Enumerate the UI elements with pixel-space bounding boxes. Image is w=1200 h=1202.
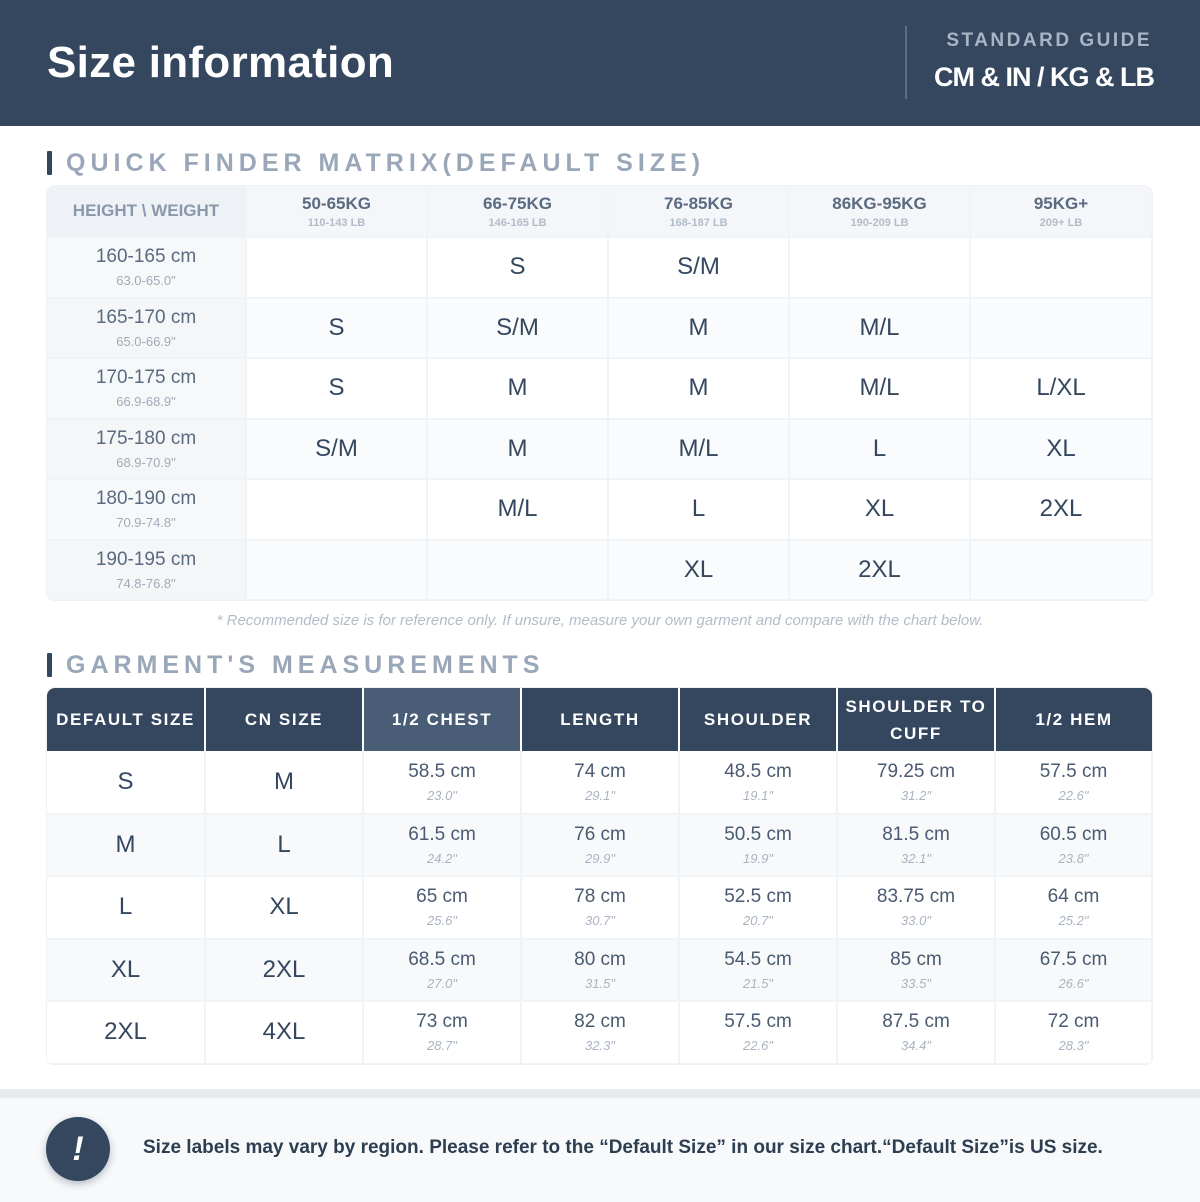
value-cm: 78 cm — [574, 886, 626, 908]
default-size-cell: M — [47, 814, 205, 877]
value-in: 26.6" — [1058, 975, 1089, 991]
recommended-size-cell: M/L — [789, 298, 970, 359]
value-in: 33.5" — [901, 975, 931, 991]
recommended-size-cell: S — [427, 237, 608, 298]
weight-lb-label: 209+ LB — [1039, 216, 1083, 229]
weight-lb-label: 168-187 LB — [669, 216, 728, 229]
matrix-table — [47, 186, 1152, 600]
height-in-label: 63.0-65.0" — [116, 273, 176, 289]
measurement-column-header: CN SIZE — [205, 688, 363, 751]
recommended-size-cell: XL — [970, 419, 1152, 480]
height-cm-label: 165-170 cm — [95, 306, 197, 328]
value-cm: 48.5 cm — [724, 760, 792, 782]
recommended-size-cell: XL — [789, 479, 970, 540]
page-title: Size information — [47, 38, 395, 87]
value-in: 32.1" — [901, 850, 931, 866]
recommended-size-cell: M/L — [608, 419, 789, 480]
measurements-table — [47, 688, 1152, 1064]
cn-size-cell: XL — [205, 876, 363, 939]
measurements-header-row — [47, 688, 1152, 751]
matrix-row — [47, 298, 1152, 359]
recommended-size-cell: S/M — [427, 298, 608, 359]
measurement-value-cell — [521, 939, 679, 1002]
value-in: 34.4" — [901, 1038, 931, 1054]
matrix-row — [47, 479, 1152, 540]
value-in: 28.3" — [1058, 1038, 1089, 1054]
weight-kg-label: 50-65KG — [302, 193, 371, 213]
measurement-value-cell — [363, 939, 521, 1002]
recommended-size-cell: S — [246, 298, 427, 359]
default-size-cell: XL — [47, 939, 205, 1002]
value-cm: 80 cm — [574, 948, 626, 970]
height-in-label: 66.9-68.9" — [116, 394, 176, 410]
height-row-header — [47, 237, 246, 298]
value-cm: 50.5 cm — [724, 823, 792, 845]
quick-finder-title: QUICK FINDER MATRIX(DEFAULT SIZE) — [66, 148, 706, 177]
recommended-size-cell — [246, 540, 427, 601]
measurement-value-cell — [837, 876, 995, 939]
footer-divider — [0, 1089, 1200, 1098]
measurement-column-header: DEFAULT SIZE — [47, 688, 205, 751]
cn-size-cell: 4XL — [205, 1001, 363, 1064]
value-in: 29.9" — [585, 850, 615, 866]
value-cm: 61.5 cm — [408, 823, 476, 845]
weight-kg-label: 66-75KG — [483, 193, 552, 213]
height-row-header — [47, 479, 246, 540]
value-cm: 52.5 cm — [724, 886, 792, 908]
matrix-corner-label: HEIGHT \ WEIGHT — [47, 186, 246, 237]
measurement-value-cell — [679, 1001, 837, 1064]
value-cm: 83.75 cm — [876, 886, 956, 908]
value-cm: 87.5 cm — [882, 1011, 950, 1033]
measurements-table-wrap — [47, 688, 1152, 1064]
measurement-value-cell — [995, 876, 1152, 939]
value-in: 23.8" — [1058, 850, 1089, 866]
value-cm: 58.5 cm — [408, 760, 476, 782]
recommended-size-cell: M — [427, 419, 608, 480]
measurements-body — [47, 751, 1152, 1064]
measurement-value-cell — [521, 1001, 679, 1064]
recommended-size-cell: S/M — [608, 237, 789, 298]
measurements-title: GARMENT'S MEASUREMENTS — [66, 650, 545, 679]
height-row-header — [47, 419, 246, 480]
measurement-value-cell — [995, 939, 1152, 1002]
value-in: 25.2" — [1058, 913, 1089, 929]
value-cm: 79.25 cm — [876, 760, 956, 782]
weight-column-header — [970, 186, 1152, 237]
value-cm: 74 cm — [574, 760, 626, 782]
recommended-size-cell: 2XL — [970, 479, 1152, 540]
measurement-column-header: SHOULDER — [679, 688, 837, 751]
height-row-header — [47, 358, 246, 419]
measurement-row — [47, 876, 1152, 939]
cn-size-cell: M — [205, 751, 363, 814]
height-in-label: 68.9-70.9" — [116, 454, 176, 470]
recommended-size-cell — [789, 237, 970, 298]
value-in: 28.7" — [427, 1038, 457, 1054]
measurement-row — [47, 939, 1152, 1002]
value-in: 19.1" — [743, 787, 773, 803]
weight-column-header — [789, 186, 970, 237]
measurement-row — [47, 1001, 1152, 1064]
value-in: 27.0" — [427, 975, 457, 991]
measurement-column-header: SHOULDER TO CUFF — [837, 688, 995, 751]
measurement-value-cell — [837, 751, 995, 814]
section-marker — [47, 151, 52, 175]
measurement-value-cell — [679, 876, 837, 939]
measurement-value-cell — [521, 814, 679, 877]
value-cm: 72 cm — [1047, 1011, 1100, 1033]
measurement-column-header: LENGTH — [521, 688, 679, 751]
measurement-value-cell — [995, 751, 1152, 814]
value-cm: 65 cm — [416, 886, 468, 908]
measurement-value-cell — [995, 1001, 1152, 1064]
recommended-size-cell: M/L — [427, 479, 608, 540]
recommended-size-cell: M — [608, 358, 789, 419]
value-in: 21.5" — [743, 975, 773, 991]
measurement-column-header: 1/2 HEM — [995, 688, 1152, 751]
recommended-size-cell: S/M — [246, 419, 427, 480]
height-cm-label: 170-175 cm — [95, 367, 197, 389]
weight-lb-label: 110-143 LB — [307, 216, 366, 229]
measurement-row — [47, 814, 1152, 877]
recommended-size-cell — [246, 479, 427, 540]
weight-kg-label: 86KG-95KG — [832, 193, 927, 213]
matrix-header-row — [47, 186, 1152, 237]
height-cm-label: 180-190 cm — [95, 488, 197, 510]
recommended-size-cell: L/XL — [970, 358, 1152, 419]
weight-column-header — [246, 186, 427, 237]
value-cm: 64 cm — [1047, 886, 1100, 908]
recommended-size-cell: 2XL — [789, 540, 970, 601]
recommended-size-cell: S — [246, 358, 427, 419]
units-label: CM & IN / KG & LB — [934, 62, 1154, 92]
value-in: 31.2" — [901, 787, 931, 803]
page-header — [0, 0, 1200, 126]
measurement-value-cell — [521, 876, 679, 939]
value-in: 22.6" — [1058, 787, 1089, 803]
value-cm: 54.5 cm — [724, 948, 792, 970]
measurement-value-cell — [837, 814, 995, 877]
value-cm: 76 cm — [574, 823, 626, 845]
height-row-header — [47, 298, 246, 359]
recommended-size-cell — [246, 237, 427, 298]
recommended-size-cell: XL — [608, 540, 789, 601]
measurement-value-cell — [679, 814, 837, 877]
height-cm-label: 160-165 cm — [95, 246, 197, 268]
recommended-size-cell: M — [608, 298, 789, 359]
value-in: 20.7" — [743, 913, 773, 929]
weight-kg-label: 95KG+ — [1033, 193, 1089, 213]
weight-column-header — [427, 186, 608, 237]
weight-kg-label: 76-85KG — [664, 193, 733, 213]
measurement-row — [47, 751, 1152, 814]
region-size-notice: Size labels may vary by region. Please refer to the “Default Size” in our size chart.“Default Size”is US size. — [143, 1137, 1103, 1158]
height-row-header — [47, 540, 246, 601]
value-cm: 67.5 cm — [1039, 948, 1108, 970]
measurement-value-cell — [521, 751, 679, 814]
matrix-row — [47, 358, 1152, 419]
weight-lb-label: 190-209 LB — [850, 216, 909, 229]
recommendation-note: * Recommended size is for reference only. If unsure, measure your own garment and compare with the chart below. — [216, 612, 984, 629]
value-in: 22.6" — [743, 1038, 773, 1054]
recommended-size-cell: L — [608, 479, 789, 540]
matrix-body — [47, 237, 1152, 600]
header-divider — [905, 26, 907, 99]
height-cm-label: 175-180 cm — [95, 427, 197, 449]
value-cm: 81.5 cm — [882, 823, 950, 845]
measurement-value-cell — [995, 814, 1152, 877]
value-in: 23.0" — [427, 787, 457, 803]
quick-finder-matrix — [47, 186, 1152, 600]
measurement-value-cell — [837, 1001, 995, 1064]
measurement-value-cell — [363, 1001, 521, 1064]
recommended-size-cell: M/L — [789, 358, 970, 419]
recommended-size-cell — [970, 540, 1152, 601]
measurement-column-header: 1/2 CHEST — [363, 688, 521, 751]
measurement-value-cell — [837, 939, 995, 1002]
height-in-label: 65.0-66.9" — [116, 333, 176, 349]
value-cm: 68.5 cm — [408, 948, 476, 970]
value-cm: 57.5 cm — [1039, 760, 1108, 782]
cn-size-cell: 2XL — [205, 939, 363, 1002]
measurement-value-cell — [363, 876, 521, 939]
recommended-size-cell — [427, 540, 608, 601]
measurement-value-cell — [363, 751, 521, 814]
measurement-value-cell — [679, 939, 837, 1002]
value-cm: 73 cm — [416, 1011, 468, 1033]
measurement-value-cell — [363, 814, 521, 877]
value-cm: 85 cm — [890, 948, 942, 970]
weight-lb-label: 146-165 LB — [488, 216, 547, 229]
value-in: 31.5" — [585, 975, 615, 991]
recommended-size-cell — [970, 298, 1152, 359]
value-in: 33.0" — [901, 913, 931, 929]
measurements-heading — [47, 652, 544, 678]
quick-finder-heading — [47, 150, 705, 176]
value-cm: 60.5 cm — [1039, 823, 1108, 845]
recommended-size-cell — [970, 237, 1152, 298]
value-cm: 57.5 cm — [724, 1011, 792, 1033]
value-in: 24.2" — [427, 850, 457, 866]
matrix-row — [47, 540, 1152, 601]
section-marker — [47, 653, 52, 677]
value-in: 29.1" — [585, 787, 615, 803]
height-in-label: 74.8-76.8" — [116, 575, 176, 591]
recommended-size-cell: M — [427, 358, 608, 419]
value-in: 30.7" — [585, 913, 615, 929]
measurement-value-cell — [679, 751, 837, 814]
default-size-cell: S — [47, 751, 205, 814]
weight-column-header — [608, 186, 789, 237]
value-in: 19.9" — [743, 850, 773, 866]
standard-guide-label: STANDARD GUIDE — [946, 30, 1152, 51]
cn-size-cell: L — [205, 814, 363, 877]
matrix-row — [47, 419, 1152, 480]
default-size-cell: L — [47, 876, 205, 939]
default-size-cell: 2XL — [47, 1001, 205, 1064]
matrix-row — [47, 237, 1152, 298]
value-in: 25.6" — [427, 913, 457, 929]
value-cm: 82 cm — [574, 1011, 626, 1033]
exclamation-icon: ! — [46, 1117, 110, 1181]
recommended-size-cell: L — [789, 419, 970, 480]
footer-notice — [0, 1098, 1200, 1202]
value-in: 32.3" — [585, 1038, 615, 1054]
height-in-label: 70.9-74.8" — [116, 515, 176, 531]
height-cm-label: 190-195 cm — [95, 548, 197, 570]
